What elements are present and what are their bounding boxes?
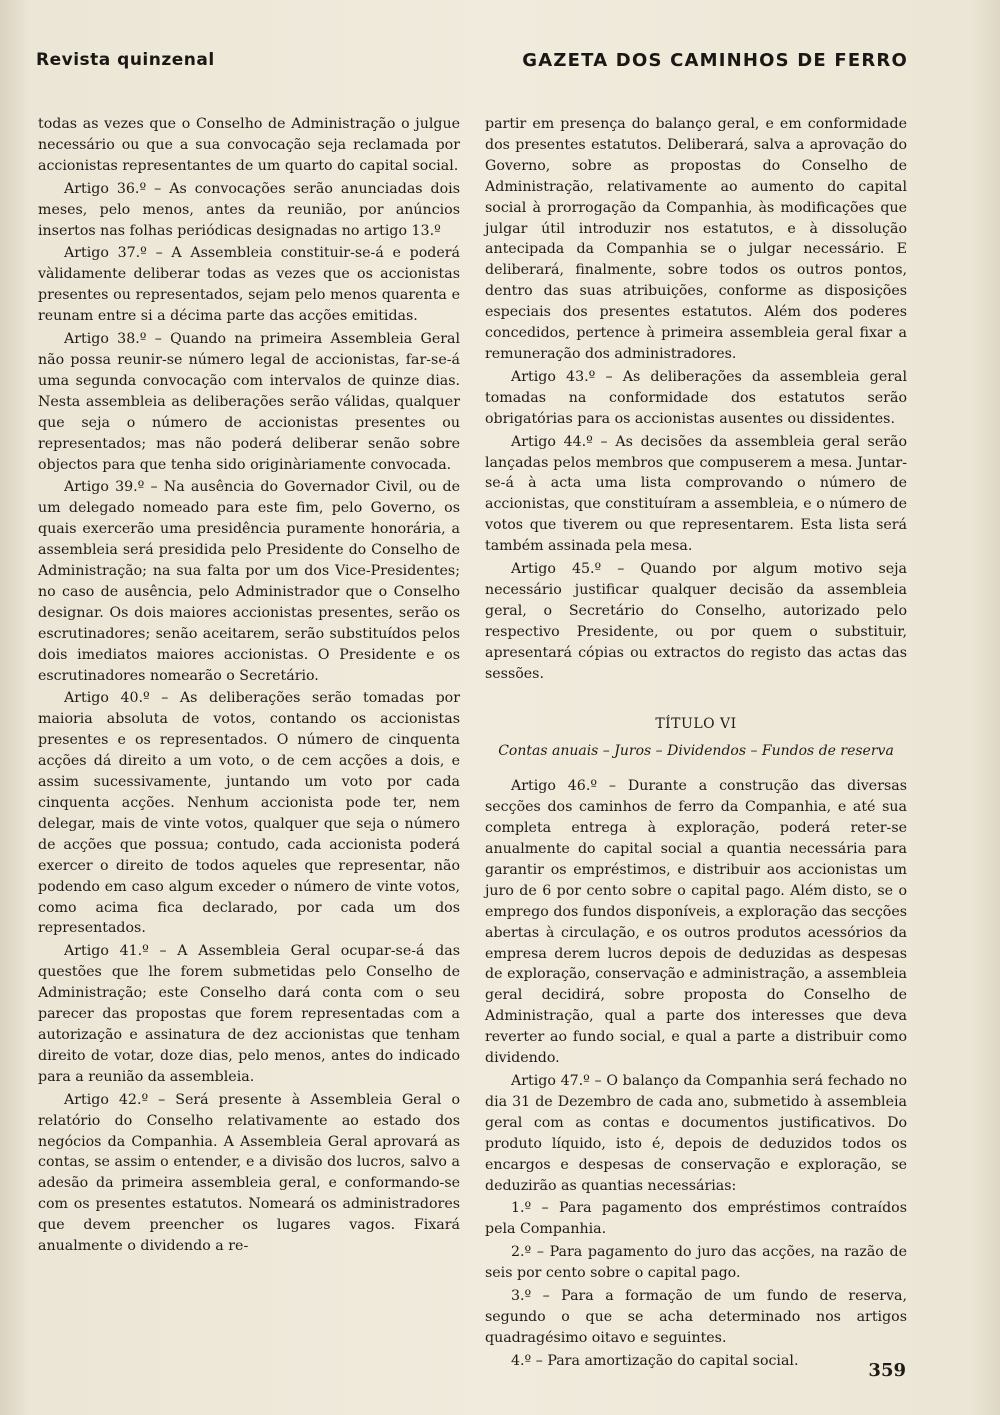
section-title: TÍTULO VI (655, 716, 737, 733)
artigo-40: Artigo 40.º – As deliberações serão tomadas por maioria absoluta de votos, contando os accionistas presentes e os representados. O número de cinquenta acções dá direito a um voto, o de cem acções a dois, e assim sucessivamente, juntando um voto por cada cinquenta acções. Nenhum accionista pode ter, nem delegar, mais de vinte votos, qualquer que seja o número de acções que possua; contudo, cada accionista poderá exercer o direito de todos aqueles que representar, não podendo em caso algum exceder o número de vinte votos, como acima fica declarado, por cada um dos representados. (38, 690, 460, 937)
artigo-41: Artigo 41.º – A Assembleia Geral ocupar-se-á das questões que lhe forem submetidas pelo Conselho de Administração; este Conselho dará conta com o seu parecer das propostas que forem representadas com a autorização e assinatura de dez accionistas que tenham direito de votar, doze dias, pelo menos, antes do indicado para a reunião da assembleia. (38, 943, 460, 1085)
artigo-37: Artigo 37.º – A Assembleia constituir-se-á e poderá vàlidamente deliberar todas as vezes que os accionistas presentes ou representados, sejam pelo menos quarenta e reunam entre si a décima parte das acções emitidas. (38, 245, 460, 325)
list-item: 1.º – Para pagamento dos empréstimos contraídos pela Companhia. (485, 1200, 907, 1238)
section-subtitle: Contas anuais – Juros – Dividendos – Fundos de reserva (498, 743, 894, 760)
page-number: 359 (868, 1360, 906, 1381)
artigo-36: Artigo 36.º – As convocações serão anunciadas dois meses, pelo menos, antes da reunião, por anúncios insertos nas folhas periódicas designadas no artigo 13.º (38, 180, 460, 239)
header-right: GAZETA DOS CAMINHOS DE FERRO (522, 50, 908, 71)
artigo-45: Artigo 45.º – Quando por algum motivo seja necessário justificar qualquer decisão da assembleia geral, o Secretário do Conselho, autorizado pelo respectivo Presidente, ou por quem o substituir, apresentará cópias ou extractos do registo das actas das sessões. (485, 561, 907, 682)
artigo-42: Artigo 42.º – Será presente à Assembleia Geral o relatório do Conselho relativamente ao estado dos negócios da Companhia. A Assembleia Geral aprovará as contas, se assim o entender, e a divisão dos lucros, salvo a adesão da primeira assembleia geral, e conformando-se com os presentes estatutos. Nomeará os administradores que devem preencher os lugares vagos. Fixará anualmente o dividendo a re- (38, 1091, 460, 1255)
artigo-43: Artigo 43.º – As deliberações da assembleia geral tomadas na conformidade dos estatutos serão obrigatórias para os accionistas ausentes ou dissidentes. (485, 368, 907, 427)
list-item: 3.º – Para a formação de um fundo de reserva, segundo o que se acha determinado nos artigos quadragésimo oitavo e seguintes. (485, 1288, 907, 1346)
artigo-38: Artigo 38.º – Quando na primeira Assembleia Geral não possa reunir-se número legal de accionistas, far-se-á uma segunda convocação com intervalos de quinze dias. Nesta assembleia as deliberações serão válidas, qualquer que seja o número de accionistas presentes ou representados; mas não poderá deliberar senão sobre objectos para que tenha sido originàriamente convocada. (38, 331, 460, 473)
artigo-44: Artigo 44.º – As decisões da assembleia geral serão lançadas pelos membros que compuserem a mesa. Juntar-se-á à acta uma lista comprovando o número de accionistas, que constituíram a assembleia, e o número de votos que tiverem ou que representarem. Esta lista será também assinada pela mesa. (485, 433, 907, 555)
list-item: 4.º – Para amortização do capital social. (511, 1352, 799, 1369)
header-left: Revista quinzenal (36, 50, 215, 70)
artigo-47: Artigo 47.º – O balanço da Companhia será fechado no dia 31 de Dezembro de cada ano, submetido à assembleia geral com as contas e documentos justificativos. Do produto líquido, isto é, depois de deduzidos todos os encargos e despesas de conservação e exploração, se deduzirão as quantias necessárias: (485, 1072, 907, 1194)
paragraph: partir em presença do balanço geral, e em conformidade dos presentes estatutos. Deliberará, salva a aprovação do Governo, sobre as propostas do Conselho de Administração, relativamente ao aumento do capital social à prorrogação da Companhia, às modificações que julgar útil introduzir nos estatutos, e à dissolução antecipada da Companhia se o julgar necessário. E deliberará, finalmente, sobre todos os outros pontos, dentro das suas atribuições, conforme as disposições especiais dos presentes estatutos. Além dos poderes concedidos, pertence à primeira assembleia geral fixar a remuneração dos administradores. (485, 116, 907, 362)
artigo-46: Artigo 46.º – Durante a construção das diversas secções dos caminhos de ferro da Companhia, e até sua completa entrega à exploração, poderá reter-se anualmente do capital social a quantia necessária para garantir os empréstimos, e distribuir aos accionistas um juro de 6 por cento sobre o capital pago. Além disto, se o emprego dos fundos disponíveis, a exploração das secções abertas à circulação, e os outros produtos acessórios da empresa derem lucros depois de deduzidas as despesas de exploração, conservação e administração, a assembleia geral decidirá, sobre proposta do Conselho de Administração, qual a parte dos interesses que deva reverter ao fundo social, e qual a parte a distribuir como dividendo. (485, 778, 907, 1067)
paragraph: todas as vezes que o Conselho de Administração o julgue necessário ou que a sua convocação seja reclamada por accionistas representantes de um quarto do capital social. (38, 116, 460, 174)
right-column (485, 114, 907, 1374)
artigo-39: Artigo 39.º – Na ausência do Governador Civil, ou de um delegado nomeado para este fim, pelo Governo, os quais exercerão uma presidência puramente honorária, a assembleia será presidida pelo Presidente do Conselho de Administração; na sua falta por um dos Vice-Presidentes; no caso de ausência, pelo Administrador que o Conselho designar. Os dois maiores accionistas presentes, serão os escrutinadores; senão aceitarem, serão substituídos pelos dois imediatos maiores accionistas. O Presidente e os escrutinadores nomearão o Secretário. (38, 479, 460, 684)
list-item: 2.º – Para pagamento do juro das acções, na razão de seis por cento sobre o capital pago. (485, 1244, 907, 1282)
left-column (38, 114, 460, 1259)
